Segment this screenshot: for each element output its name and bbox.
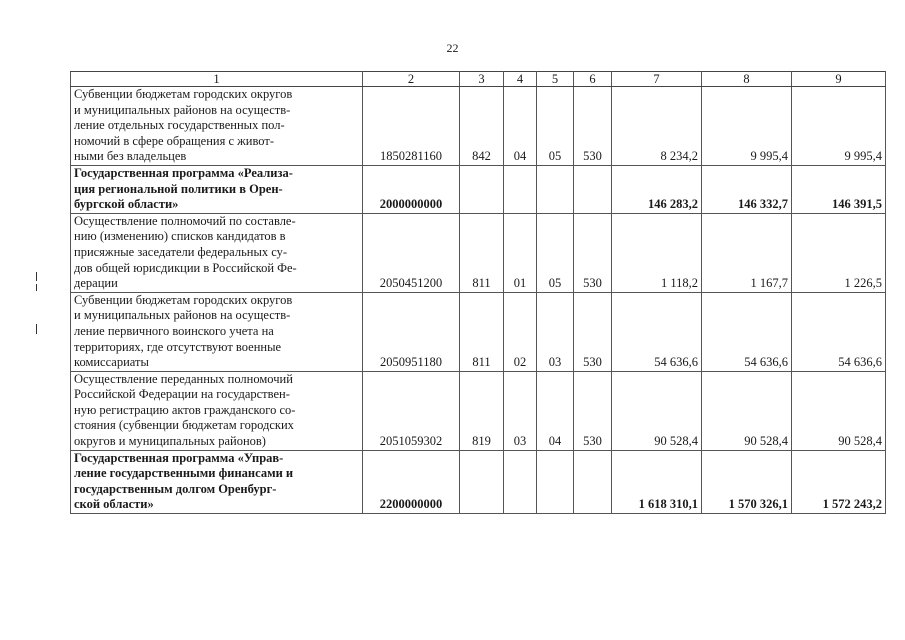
ministry-code: [460, 165, 504, 213]
section-code: 04: [504, 87, 537, 166]
amount-year-1: 54 636,6: [612, 292, 702, 371]
column-header: 6: [574, 72, 612, 87]
column-header: 9: [792, 72, 886, 87]
subsection-code: [537, 165, 574, 213]
subsection-code: [537, 450, 574, 513]
table-row: [71, 213, 886, 292]
column-header: 3: [460, 72, 504, 87]
amount-year-2: 54 636,6: [702, 292, 792, 371]
amount-year-3: 1 226,5: [792, 213, 886, 292]
amount-year-3: 146 391,5: [792, 165, 886, 213]
subsection-code: 05: [537, 213, 574, 292]
expense-type-code: 530: [574, 213, 612, 292]
amount-year-1: 90 528,4: [612, 371, 702, 450]
margin-marks: [34, 272, 40, 352]
table-row: [71, 165, 886, 213]
column-header: 4: [504, 72, 537, 87]
table-row: [71, 371, 886, 450]
column-header: 7: [612, 72, 702, 87]
table-body: [71, 87, 886, 514]
item-name: Субвенции бюджетам городских округов и муниципальных районов на осуществ- ление первичного воинского учета на территориях, где отсутствуют военные комиссариаты: [71, 292, 363, 371]
amount-year-1: 146 283,2: [612, 165, 702, 213]
amount-year-2: 90 528,4: [702, 371, 792, 450]
section-code: 01: [504, 213, 537, 292]
amount-year-3: 90 528,4: [792, 371, 886, 450]
section-code: [504, 450, 537, 513]
section-code: [504, 165, 537, 213]
section-code: 03: [504, 371, 537, 450]
column-header-row: [71, 72, 886, 87]
item-name: Субвенции бюджетам городских округов и муниципальных районов на осуществ- ление отдельных государственных пол- номочий в сфере обращения с живот- ными без владельцев: [71, 87, 363, 166]
amount-year-3: 9 995,4: [792, 87, 886, 166]
target-code: 1850281160: [363, 87, 460, 166]
expense-type-code: [574, 165, 612, 213]
amount-year-2: 146 332,7: [702, 165, 792, 213]
item-name: Осуществление переданных полномочий Российской Федерации на государствен- ную регистрацию актов гражданского со- стояния (субвенции бюджетам городских округов и муниципальных районов): [71, 371, 363, 450]
target-code: 2200000000: [363, 450, 460, 513]
expense-type-code: [574, 450, 612, 513]
page-number: 22: [446, 41, 459, 55]
ministry-code: 819: [460, 371, 504, 450]
target-code: 2000000000: [363, 165, 460, 213]
expense-type-code: 530: [574, 87, 612, 166]
expense-type-code: 530: [574, 371, 612, 450]
column-header: 2: [363, 72, 460, 87]
amount-year-2: 1 570 326,1: [702, 450, 792, 513]
target-code: 2050951180: [363, 292, 460, 371]
table-row: [71, 87, 886, 166]
section-code: 02: [504, 292, 537, 371]
amount-year-1: 8 234,2: [612, 87, 702, 166]
amount-year-2: 1 167,7: [702, 213, 792, 292]
subsection-code: 03: [537, 292, 574, 371]
expense-type-code: 530: [574, 292, 612, 371]
amount-year-1: 1 118,2: [612, 213, 702, 292]
column-header: 1: [71, 72, 363, 87]
amount-year-1: 1 618 310,1: [612, 450, 702, 513]
column-header: 5: [537, 72, 574, 87]
amount-year-2: 9 995,4: [702, 87, 792, 166]
amount-year-3: 1 572 243,2: [792, 450, 886, 513]
item-name: Осуществление полномочий по составле- нию (изменению) списков кандидатов в присяжные заседатели федеральных су- дов общей юрисдикции в Российской Фе- дерации: [71, 213, 363, 292]
amount-year-3: 54 636,6: [792, 292, 886, 371]
item-name: Государственная программа «Реализа- ция региональной политики в Орен- бургской области»: [71, 165, 363, 213]
ministry-code: 811: [460, 213, 504, 292]
subsection-code: 04: [537, 371, 574, 450]
budget-table: [70, 71, 886, 514]
target-code: 2050451200: [363, 213, 460, 292]
table-row: [71, 292, 886, 371]
item-name: Государственная программа «Управ- ление государственными финансами и государственным долгом Оренбург- ской области»: [71, 450, 363, 513]
target-code: 2051059302: [363, 371, 460, 450]
subsection-code: 05: [537, 87, 574, 166]
table-row: [71, 450, 886, 513]
ministry-code: [460, 450, 504, 513]
ministry-code: 811: [460, 292, 504, 371]
column-header: 8: [702, 72, 792, 87]
ministry-code: 842: [460, 87, 504, 166]
